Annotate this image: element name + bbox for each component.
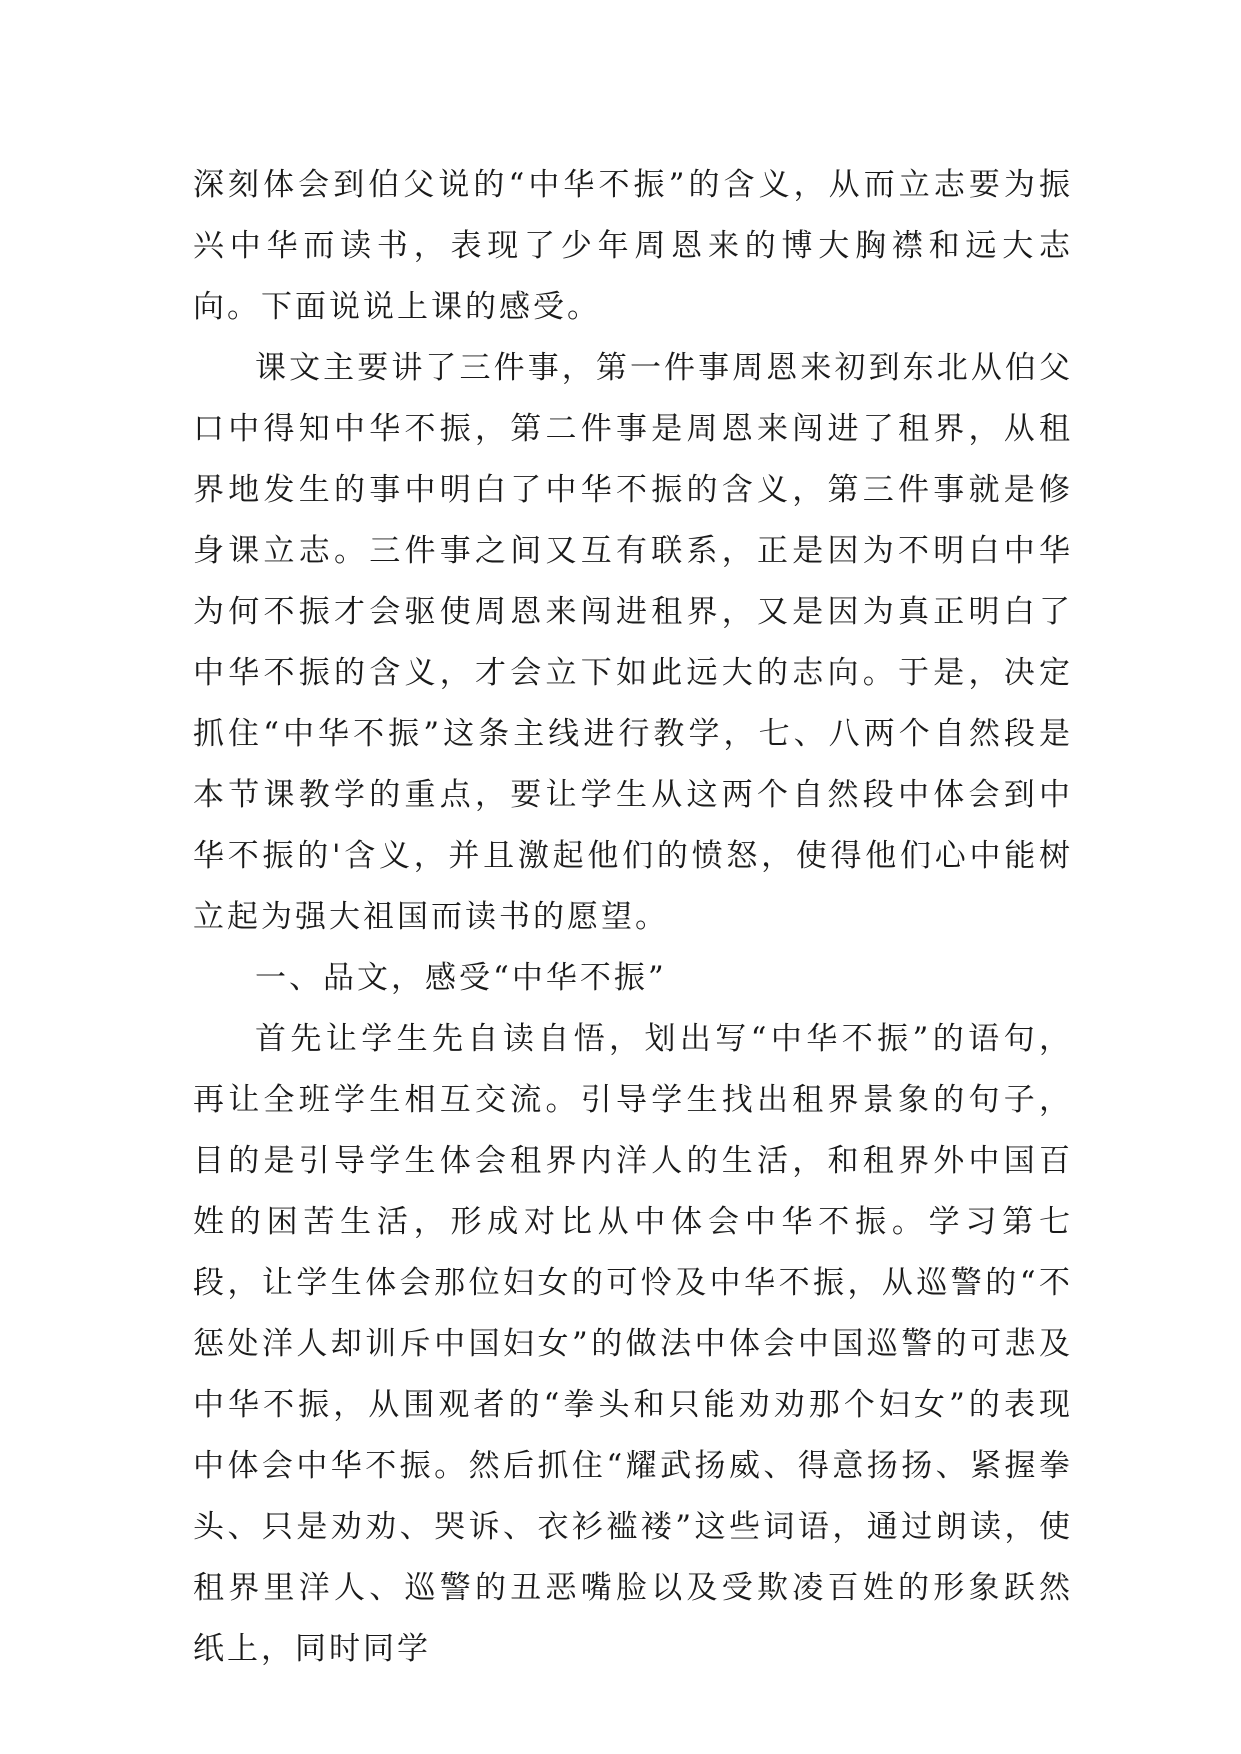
paragraph-3: 首先让学生先自读自悟，划出写“中华不振”的语句，再让全班学生相互交流。引导学生找出租界景象的句子，目的是引导学生体会租界内洋人的生活，和租界外中国百姓的困苦生活，形成对比从中体会中华不振。学习第七段，让学生体会那位妇女的可怜及中华不振，从巡警的“不惩处洋人却训斥中国妇女”的做法中体会中国巡警的可悲及中华不振，从围观者的“拳头和只能劝劝那个妇女”的表现中体会中华不振。然后抓住“耀武扬威、得意扬扬、紧握拳头、只是劝劝、哭诉、衣衫褴褛”这些词语，通过朗读，使租界里洋人、巡警的丑恶嘴脸以及受欺凌百姓的形象跃然纸上，同时同学 <box>193 1021 1073 1667</box>
section-heading: 一、品文，感受“中华不振” <box>255 960 667 996</box>
document-body <box>193 155 1073 1680</box>
paragraph-2: 课文主要讲了三件事，第一件事周恩来初到东北从伯父口中得知中华不振，第二件事是周恩来闯进了租界，从租界地发生的事中明白了中华不振的含义，第三件事就是修身课立志。三件事之间又互有联系，正是因为不明白中华为何不振才会驱使周恩来闯进租界，又是因为真正明白了中华不振的含义，才会立下如此远大的志向。于是，决定抓住“中华不振”这条主线进行教学，七、八两个自然段是本节课教学的重点，要让学生从这两个自然段中体会到中华不振的'含义，并且激起他们的愤怒，使得他们心中能树立起为强大祖国而读书的愿望。 <box>193 350 1073 935</box>
paragraph-1: 深刻体会到伯父说的“中华不振”的含义，从而立志要为振兴中华而读书，表现了少年周恩来的博大胸襟和远大志向。下面说说上课的感受。 <box>193 167 1073 325</box>
